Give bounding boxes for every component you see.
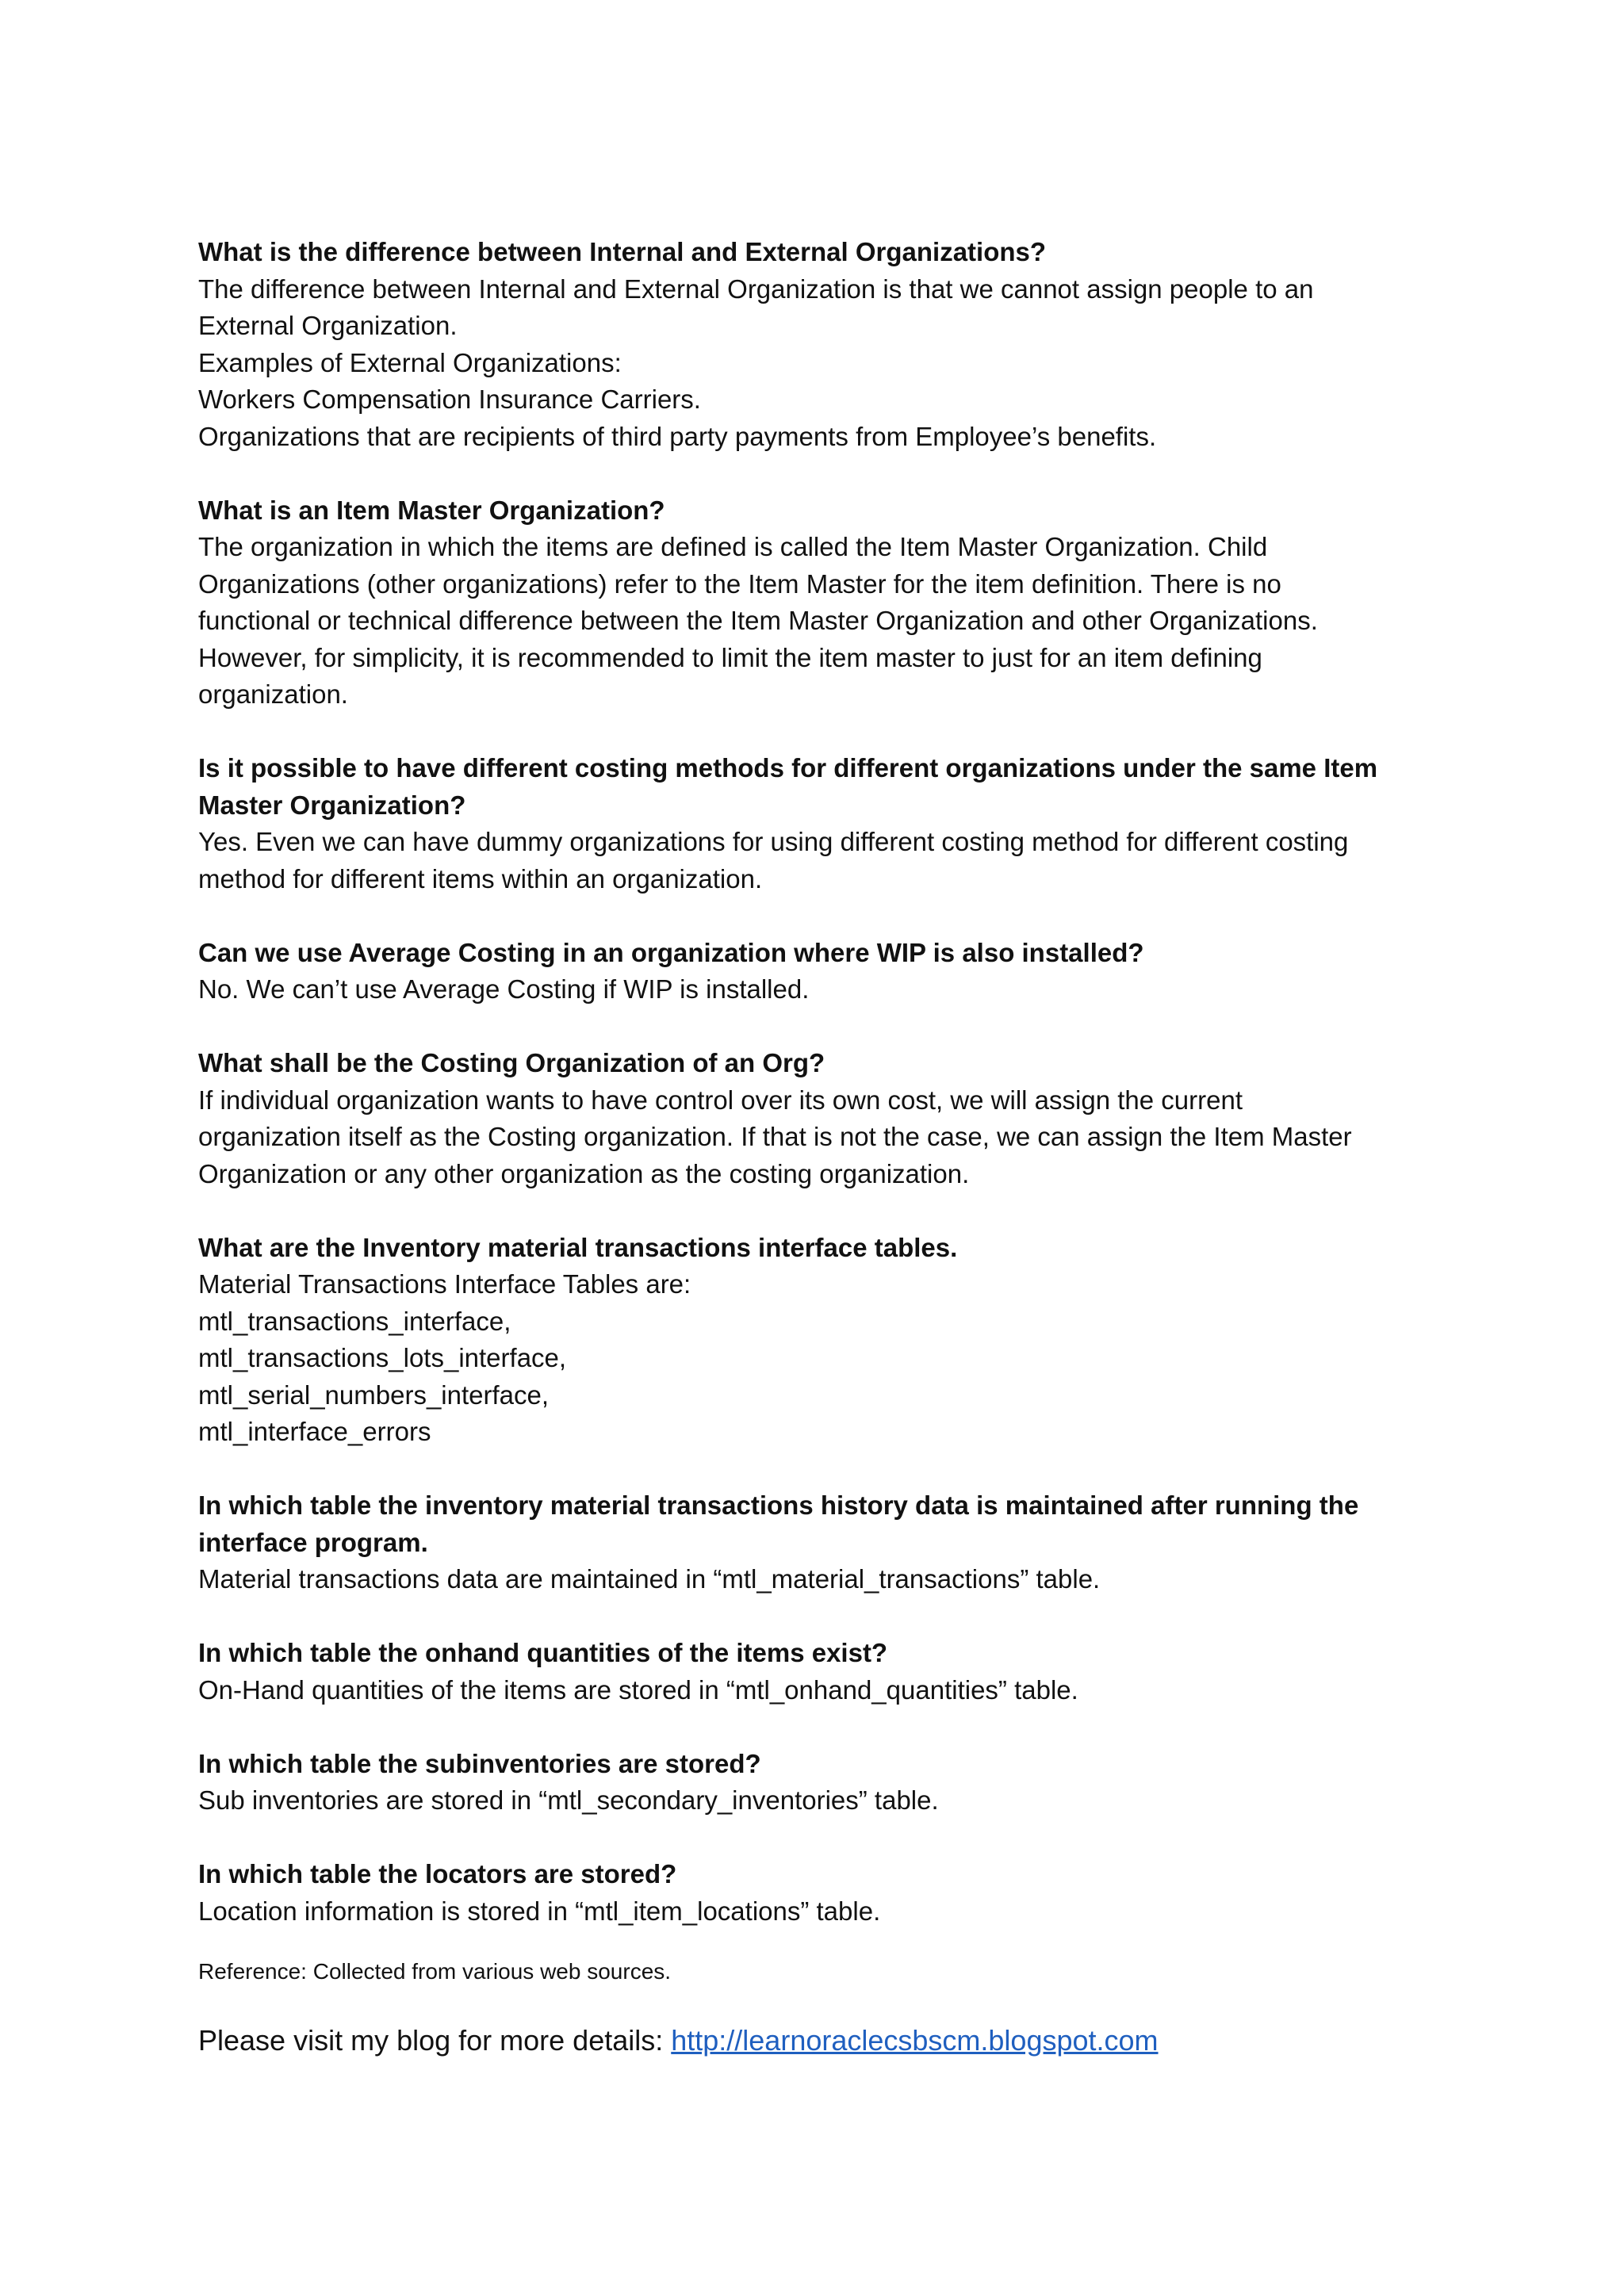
answer-line: mtl_transactions_lots_interface, [198,1343,567,1372]
question-heading: Is it possible to have different costing methods for different organizations under the same Item [198,753,1378,783]
question-heading: What are the Inventory material transactions interface tables. [198,1232,958,1262]
question-heading: In which table the inventory material transactions history data is maintained after running the [198,1490,1359,1520]
document-page [198,234,1443,2061]
question-heading: interface program. [198,1527,428,1557]
answer-line: Examples of External Organizations: [198,347,622,377]
qa-section-average-costing [198,935,1443,1008]
qa-section-transactions-history [198,1487,1443,1598]
answer-line: External Organization. [198,311,458,340]
answer-line: functional or technical difference between the Item Master Organization and other Organizations. [198,606,1318,635]
answer-line: Material Transactions Interface Tables are: [198,1269,691,1299]
answer-line: organization itself as the Costing organization. If that is not the case, we can assign the Item Master [198,1122,1352,1151]
answer-line: Sub inventories are stored in “mtl_secondary_inventories” table. [198,1785,939,1815]
answer-line: Workers Compensation Insurance Carriers. [198,385,701,414]
blog-link[interactable]: http://learnoraclecsbscm.blogspot.com [671,2023,1159,2057]
answer-line: Organizations that are recipients of third party payments from Employee’s benefits. [198,421,1157,451]
answer-line: The organization in which the items are defined is called the Item Master Organization. Child [198,532,1268,561]
question-heading: In which table the subinventories are stored? [198,1748,761,1778]
qa-section-costing-organization [198,1045,1443,1192]
blog-visit-line [198,2021,1443,2061]
qa-section-internal-external [198,234,1443,455]
qa-section-interface-tables [198,1230,1443,1451]
answer-line: Organizations (other organizations) refer to the Item Master for the item definition. There is no [198,568,1281,599]
answer-line: If individual organization wants to have control over its own cost, we will assign the current [198,1085,1243,1115]
answer-line: On-Hand quantities of the items are stored in “mtl_onhand_quantities” table. [198,1674,1078,1705]
question-heading: What shall be the Costing Organization of an Org? [198,1048,825,1077]
reference-note: Reference: Collected from various web sources. [198,1959,672,1984]
answer-line: Location information is stored in “mtl_item_locations” table. [198,1896,881,1926]
answer-line: However, for simplicity, it is recommended to limit the item master to just for an item defining [198,642,1262,672]
answer-line: method for different items within an organization. [198,863,763,894]
question-heading: In which table the onhand quantities of the items exist? [198,1638,888,1667]
qa-section-costing-methods [198,750,1443,897]
question-heading: Master Organization? [198,790,466,820]
answer-line: Yes. Even we can have dummy organizations for using different costing method for different costing [198,827,1349,856]
answer-line: mtl_serial_numbers_interface, [198,1380,550,1410]
qa-section-subinventories [198,1746,1443,1820]
qa-section-item-master [198,492,1443,714]
answer-line: No. We can’t use Average Costing if WIP is installed. [198,974,810,1004]
question-heading: In which table the locators are stored? [198,1859,677,1888]
answer-line: organization. [198,679,348,709]
answer-line: mtl_interface_errors [198,1417,431,1446]
qa-section-onhand-quantities [198,1635,1443,1709]
qa-section-locators [198,1856,1443,1930]
visit-text: Please visit my blog for more details: [198,2023,672,2057]
answer-line: Material transactions data are maintained in “mtl_material_transactions” table. [198,1564,1101,1594]
answer-line: Organization or any other organization as the costing organization. [198,1158,970,1188]
question-heading: What is the difference between Internal and External Organizations? [198,237,1047,266]
question-heading: Can we use Average Costing in an organization where WIP is also installed? [198,937,1144,967]
answer-line: mtl_transactions_interface, [198,1306,511,1336]
answer-line: The difference between Internal and External Organization is that we cannot assign people to an [198,274,1314,304]
question-heading: What is an Item Master Organization? [198,495,665,525]
